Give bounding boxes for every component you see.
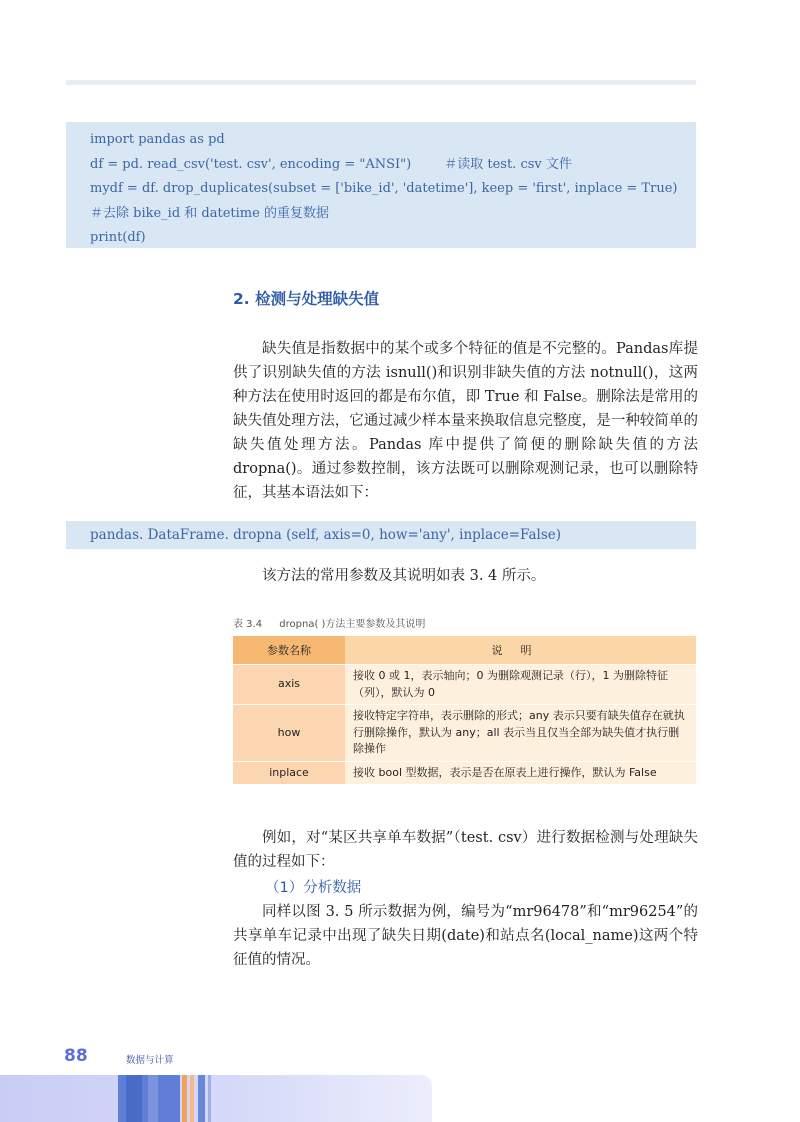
step-heading: （1）分析数据 xyxy=(265,880,362,896)
table-row xyxy=(233,665,696,705)
table-row xyxy=(233,761,696,784)
intro-paragraph: 缺失值是指数据中的某个或多个特征的值是不完整的。Pandas库提供了识别缺失值的方法 isnull()和识别非缺失值的方法 notnull()，这两种方法在使用时返回的都是布尔值，即 True 和 False。删除法是常用的缺失值处理方法，它通过减少样本量来换取信息完整度，是一种较简单的缺失值处理方法。Pandas 库中提供了简便的删除缺失值的方法 dropna()。通过参数控制，该方法既可以删除观测记录，也可以删除特征，其基本语法如下： xyxy=(233,341,698,501)
page-number: 88 xyxy=(64,1046,88,1066)
param-name: axis xyxy=(233,665,345,705)
table-intro-paragraph: 该方法的常用参数及其说明如表 3. 4 所示。 xyxy=(262,568,546,584)
example-paragraph: 例如，对“某区共享单车数据”（test. csv）进行数据检测与处理缺失值的过程如下： xyxy=(233,830,698,870)
table-caption-number: 表 3.4 xyxy=(233,619,263,630)
code-line: ＃去除 bike_id 和 datetime 的重复数据 xyxy=(90,205,329,221)
code-line: mydf = df. drop_duplicates(subset = ['bike_id', 'datetime'], keep = 'first', inplace = True) xyxy=(90,181,678,196)
book-title: 数据与计算 xyxy=(126,1055,174,1066)
code-line: df = pd. read_csv('test. csv', encoding = "ANSI") ＃读取 test. csv 文件 xyxy=(90,156,572,172)
top-rule xyxy=(66,80,696,85)
param-desc: 接收 0 或 1，表示轴向；0 为删除观测记录（行），1 为删除特征（列），默认为 0 xyxy=(345,665,696,705)
code-block xyxy=(66,122,696,248)
syntax-block: pandas. DataFrame. dropna (self, axis=0, how='any', inplace=False) xyxy=(66,521,696,549)
param-desc: 接收特定字符串，表示删除的形式；any 表示只要有缺失值存在就执行删除操作，默认为 any；all 表示当且仅当全部为缺失值才执行删除操作 xyxy=(345,705,696,762)
param-name: how xyxy=(233,705,345,762)
table-caption-title: dropna( )方法主要参数及其说明 xyxy=(279,619,426,630)
param-desc: 接收 bool 型数据，表示是否在原表上进行操作，默认为 False xyxy=(345,761,696,784)
footer-decoration xyxy=(0,1075,800,1122)
table-header-desc: 说明 xyxy=(345,636,696,665)
parameters-table xyxy=(233,636,696,784)
table-header-name: 参数名称 xyxy=(233,636,345,665)
param-name: inplace xyxy=(233,761,345,784)
code-line: print(df) xyxy=(90,230,146,245)
step-paragraph: 同样以图 3. 5 所示数据为例，编号为“mr96478”和“mr96254”的共享单车记录中出现了缺失日期(date)和站点名(local_name)这两个特征值的情况。 xyxy=(233,904,698,968)
section-heading: 2. 检测与处理缺失值 xyxy=(233,290,380,308)
table-header-row xyxy=(233,636,696,665)
code-line: import pandas as pd xyxy=(90,132,225,147)
table-row xyxy=(233,705,696,762)
table-caption xyxy=(233,615,425,630)
